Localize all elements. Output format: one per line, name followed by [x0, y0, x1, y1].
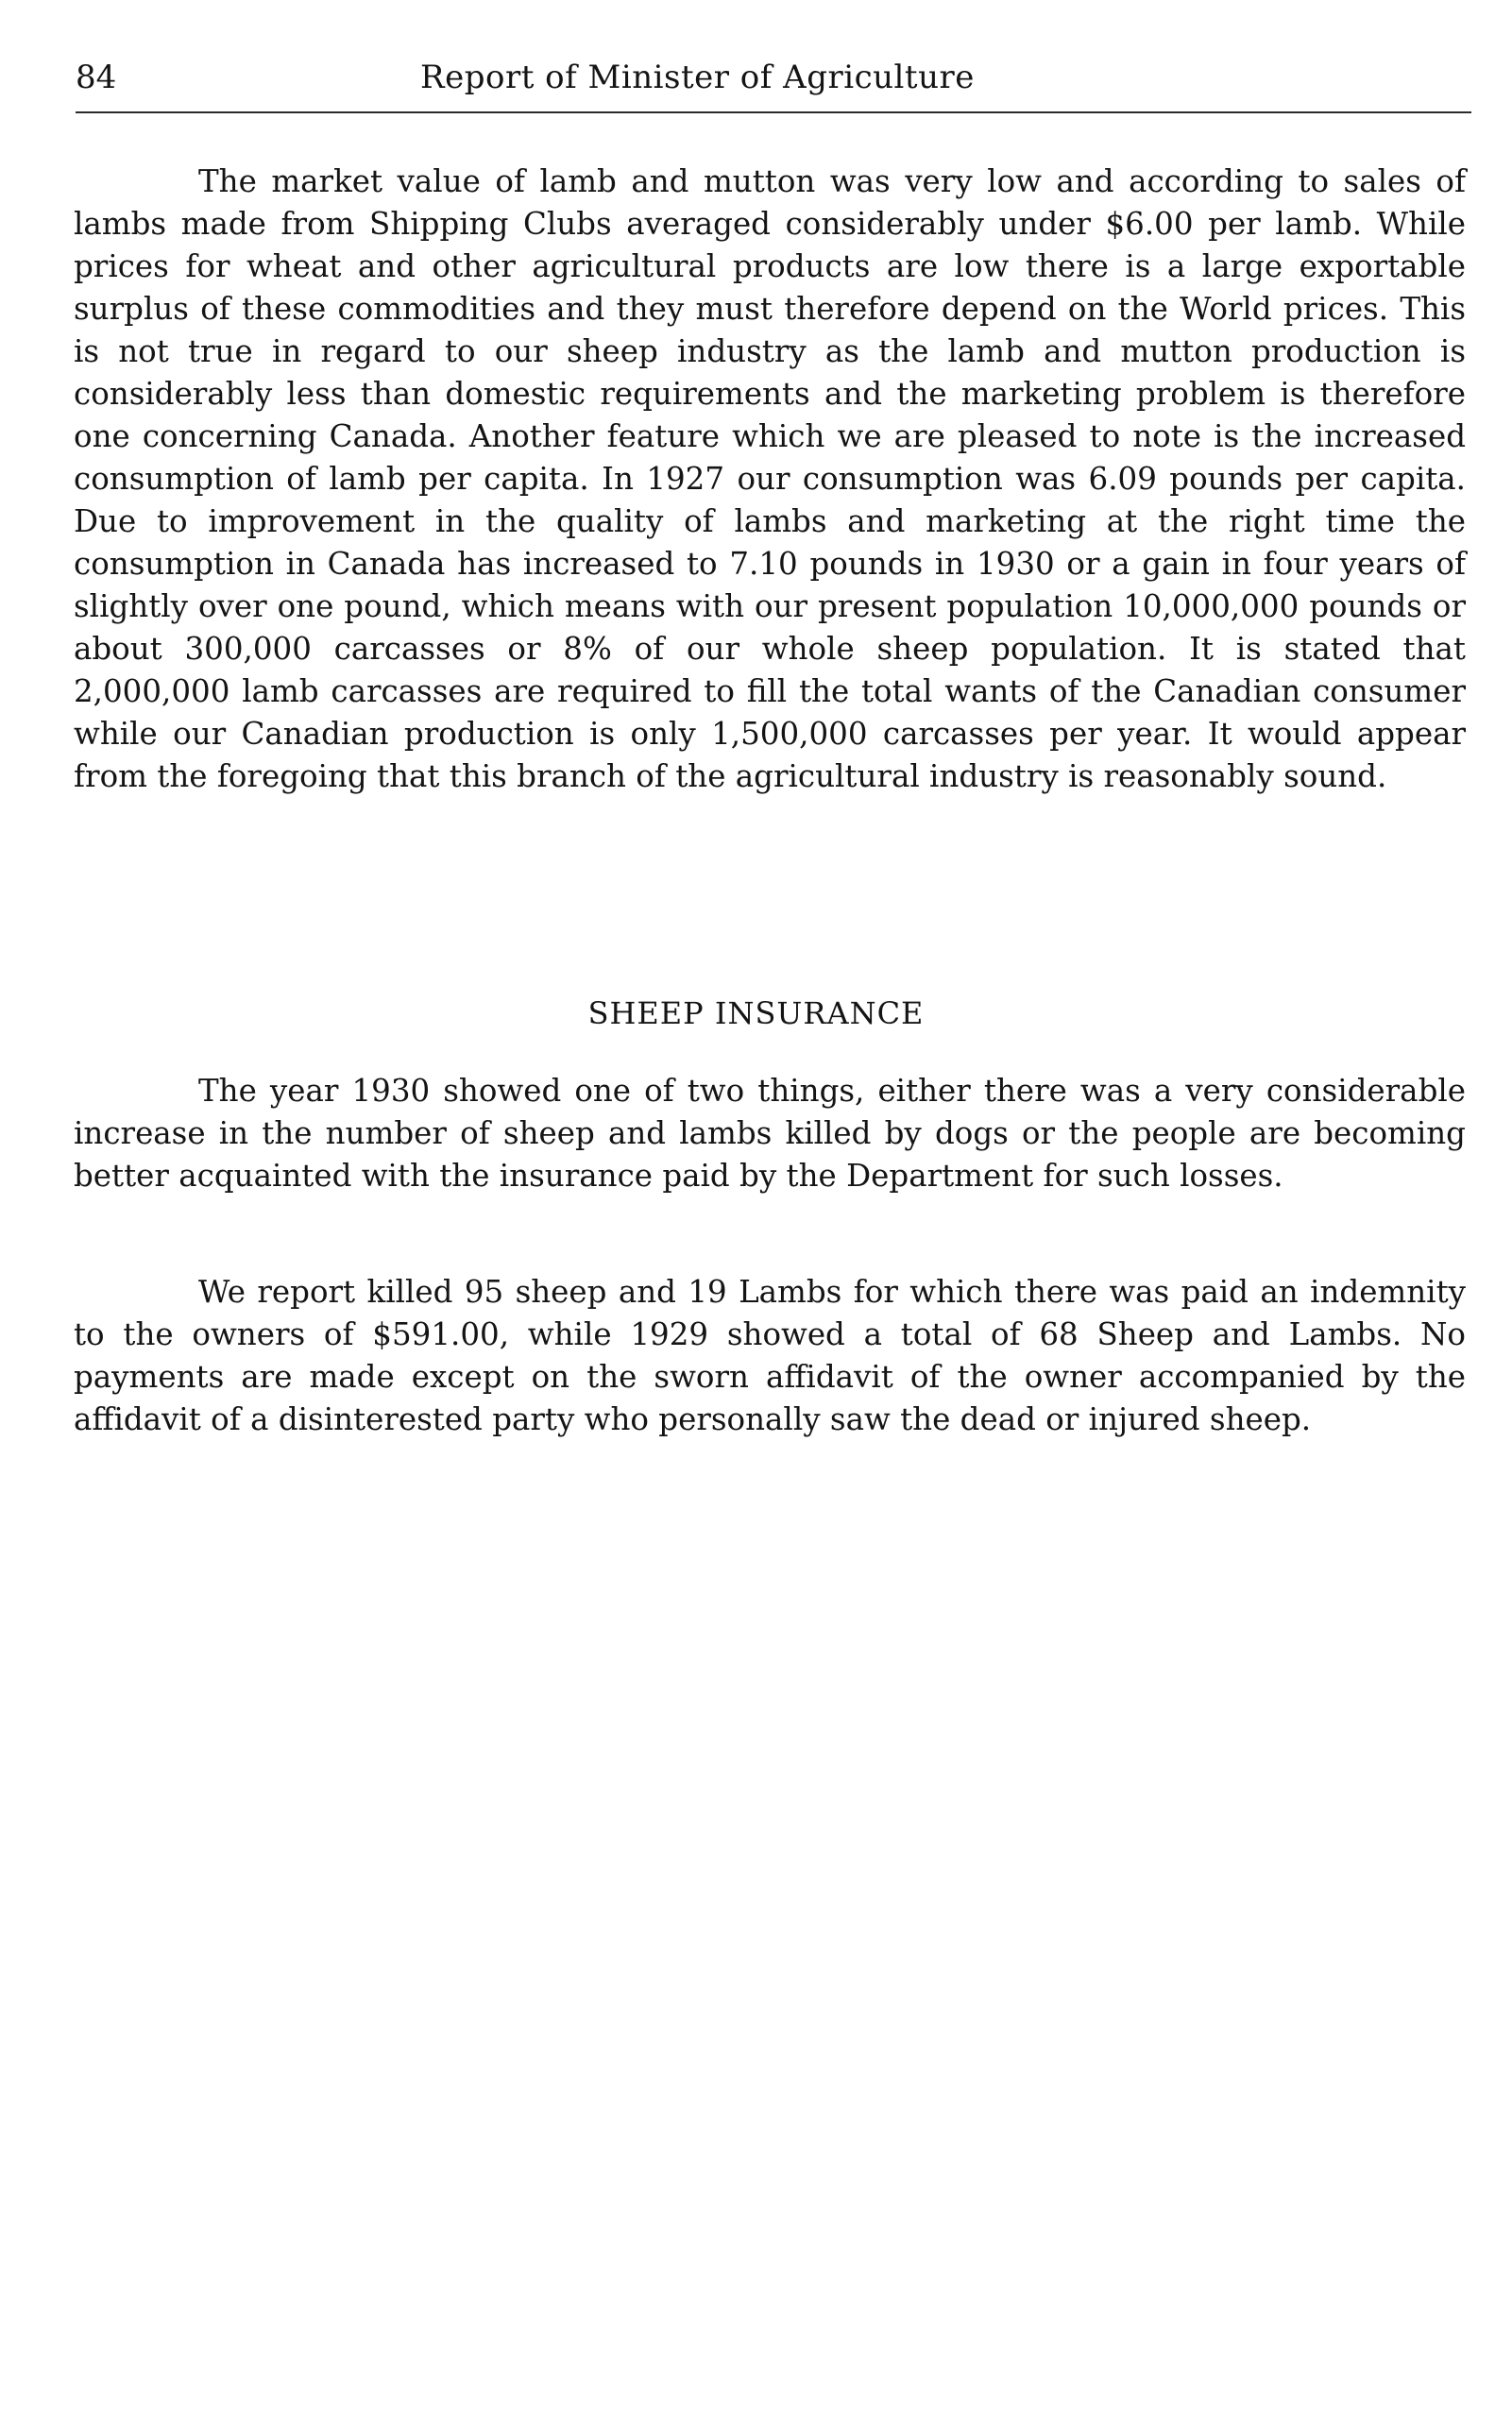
- header-rule: [76, 111, 1471, 113]
- section-heading: SHEEP INSURANCE: [587, 995, 925, 1031]
- paragraph-text: We report killed 95 sheep and 19 Lambs for which there was paid an indemnity to the owners of $591.00, while 1929 showed a total of 68 Sheep and Lambs. No payments are made except on the sworn affidavit of the owner accompanied by the affidavit of a disinterested party who personally saw the dead or injured sheep.: [74, 1274, 1466, 1437]
- paragraph-text: The year 1930 showed one of two things, either there was a very considerable increase in the number of sheep and lambs killed by dogs or the people are becoming better acquainted with the insurance paid by the Department for such losses.: [74, 1073, 1466, 1194]
- paragraph-insurance-intro: [74, 1070, 1466, 1197]
- running-header: [76, 55, 1473, 102]
- running-title: Report of Minister of Agriculture: [420, 59, 975, 96]
- paragraph-text: The market value of lamb and mutton was very low and according to sales of lambs made from Shipping Clubs averaged considerably under $6.00 per lamb. While prices for wheat and other agricultural products are low there is a large exportable surplus of these commodities and they must therefore depend on the World prices. This is not true in regard to our sheep industry as the lamb and mutton production is considerably less than domestic requirements and the marketing problem is therefore one concerning Canada. Another feature which we are pleased to note is the increased consumption of lamb per capita. In 1927 our consumption was 6.09 pounds per capita. Due to improvement in the quality of lambs and marketing at the right time the consumption in Canada has increased to 7.10 pounds in 1930 or a gain in four years of slightly over one pound, which means with our present population 10,000,000 pounds or about 300,000 carcasses or 8% of our whole sheep population. It is stated that 2,000,000 lamb carcasses are required to fill the total wants of the Canadian consumer while our Canadian production is only 1,500,000 carcasses per year. It would appear from the foregoing that this branch of the agricultural industry is reasonably sound.: [74, 163, 1466, 794]
- paragraph-lamb-mutton-market: [74, 161, 1466, 798]
- page-number: 84: [76, 59, 117, 96]
- paragraph-insurance-report: [74, 1271, 1466, 1441]
